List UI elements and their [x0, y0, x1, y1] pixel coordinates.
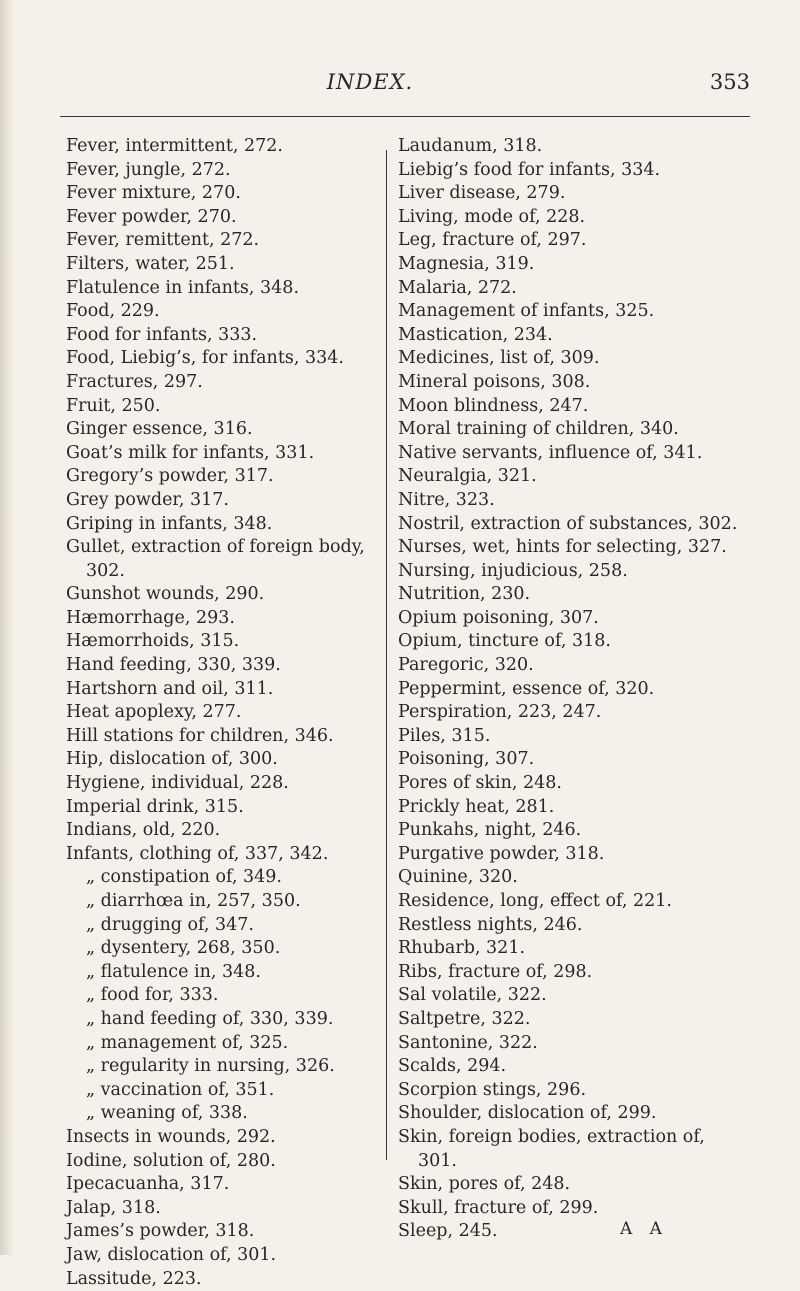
index-entry: James’s powder, 318.	[66, 1220, 376, 1244]
index-entry: Purgative powder, 318.	[398, 843, 748, 867]
index-entry: Fever, intermittent, 272.	[66, 135, 376, 159]
index-entry: Management of infants, 325.	[398, 300, 748, 324]
index-entry: Food for infants, 333.	[66, 324, 376, 348]
index-entry: Nitre, 323.	[398, 489, 748, 513]
index-subentry: „ food for, 333.	[66, 984, 376, 1008]
index-entry: Paregoric, 320.	[398, 654, 748, 678]
index-entry: Nurses, wet, hints for selecting, 327.	[398, 536, 748, 560]
index-subentry: „ drugging of, 347.	[66, 914, 376, 938]
index-entry: Shoulder, dislocation of, 299.	[398, 1102, 748, 1126]
index-entry: Skin, pores of, 248.	[398, 1173, 748, 1197]
index-entry: Hartshorn and oil, 311.	[66, 678, 376, 702]
index-entry: Ginger essence, 316.	[66, 418, 376, 442]
index-entry: Food, Liebig’s, for infants, 334.	[66, 347, 376, 371]
index-entry: Fever powder, 270.	[66, 206, 376, 230]
index-subentry: „ management of, 325.	[66, 1032, 376, 1056]
index-entry: Santonine, 322.	[398, 1032, 748, 1056]
index-entry: Scalds, 294.	[398, 1055, 748, 1079]
index-entry: Restless nights, 246.	[398, 914, 748, 938]
index-subentry: „ vaccination of, 351.	[66, 1079, 376, 1103]
index-entry: Perspiration, 223, 247.	[398, 701, 748, 725]
index-entry: Gullet, extraction of foreign body, 302.	[66, 536, 376, 583]
index-entry: Ipecacuanha, 317.	[66, 1173, 376, 1197]
index-entry: Piles, 315.	[398, 725, 748, 749]
index-entry: Leg, fracture of, 297.	[398, 229, 748, 253]
index-entry: Sal volatile, 322.	[398, 984, 748, 1008]
index-entry: Moon blindness, 247.	[398, 395, 748, 419]
index-entry: Griping in infants, 348.	[66, 513, 376, 537]
index-entry: Scorpion stings, 296.	[398, 1079, 748, 1103]
index-entry: Prickly heat, 281.	[398, 796, 748, 820]
index-entry: Jalap, 318.	[66, 1197, 376, 1221]
page-number: 353	[690, 70, 750, 94]
index-entry: Neuralgia, 321.	[398, 465, 748, 489]
index-entry: Gunshot wounds, 290.	[66, 583, 376, 607]
index-entry: Pores of skin, 248.	[398, 772, 748, 796]
index-entry: Heat apoplexy, 277.	[66, 701, 376, 725]
index-entry: Residence, long, effect of, 221.	[398, 890, 748, 914]
index-entry: Malaria, 272.	[398, 277, 748, 301]
index-entry: Ribs, fracture of, 298.	[398, 961, 748, 985]
index-entry: Hill stations for children, 346.	[66, 725, 376, 749]
index-entry: Living, mode of, 228.	[398, 206, 748, 230]
index-subentry: „ constipation of, 349.	[66, 866, 376, 890]
index-entry: Skull, fracture of, 299.	[398, 1197, 748, 1221]
index-entry: Food, 229.	[66, 300, 376, 324]
index-entry: Nostril, extraction of substances, 302.	[398, 513, 748, 537]
index-column-left	[66, 135, 376, 1291]
column-divider	[386, 150, 387, 1160]
page-edge-shadow	[0, 0, 14, 1255]
index-entry: Hand feeding, 330, 339.	[66, 654, 376, 678]
index-entry: Moral training of children, 340.	[398, 418, 748, 442]
index-entry: Nutrition, 230.	[398, 583, 748, 607]
index-entry: Flatulence in infants, 348.	[66, 277, 376, 301]
index-entry: Nursing, injudicious, 258.	[398, 560, 748, 584]
index-entry: Liebig’s food for infants, 334.	[398, 159, 748, 183]
index-entry: Hæmorrhage, 293.	[66, 607, 376, 631]
index-subentry: „ flatulence in, 348.	[66, 961, 376, 985]
index-entry: Medicines, list of, 309.	[398, 347, 748, 371]
index-entry: Quinine, 320.	[398, 866, 748, 890]
index-entry: Skin, foreign bodies, extraction of, 301.	[398, 1126, 748, 1173]
index-entry: Filters, water, 251.	[66, 253, 376, 277]
index-entry: Indians, old, 220.	[66, 819, 376, 843]
index-entry: Mineral poisons, 308.	[398, 371, 748, 395]
index-entry: Magnesia, 319.	[398, 253, 748, 277]
index-entry: Opium, tincture of, 318.	[398, 630, 748, 654]
index-entry: Fever, jungle, 272.	[66, 159, 376, 183]
index-subentry: „ diarrhœa in, 257, 350.	[66, 890, 376, 914]
index-column-right	[398, 135, 748, 1244]
index-entry: Native servants, influence of, 341.	[398, 442, 748, 466]
index-entry: Imperial drink, 315.	[66, 796, 376, 820]
header-rule	[60, 116, 750, 117]
index-entry: Mastication, 234.	[398, 324, 748, 348]
running-header-title: INDEX.	[300, 70, 440, 94]
index-entry: Opium poisoning, 307.	[398, 607, 748, 631]
index-entry: Lassitude, 223.	[66, 1268, 376, 1291]
index-entry: Hygiene, individual, 228.	[66, 772, 376, 796]
index-entry: Poisoning, 307.	[398, 748, 748, 772]
index-entry: Insects in wounds, 292.	[66, 1126, 376, 1150]
index-entry: Iodine, solution of, 280.	[66, 1150, 376, 1174]
index-entry: Goat’s milk for infants, 331.	[66, 442, 376, 466]
index-subentry: „ regularity in nursing, 326.	[66, 1055, 376, 1079]
index-entry: Fractures, 297.	[66, 371, 376, 395]
index-entry: Laudanum, 318.	[398, 135, 748, 159]
index-entry: Liver disease, 279.	[398, 182, 748, 206]
index-subentry: „ weaning of, 338.	[66, 1102, 376, 1126]
index-entry: Rhubarb, 321.	[398, 937, 748, 961]
index-entry: Hæmorrhoids, 315.	[66, 630, 376, 654]
index-entry: Hip, dislocation of, 300.	[66, 748, 376, 772]
index-entry: Infants, clothing of, 337, 342.	[66, 843, 376, 867]
index-entry: Fruit, 250.	[66, 395, 376, 419]
index-entry: Punkahs, night, 246.	[398, 819, 748, 843]
index-entry: Gregory’s powder, 317.	[66, 465, 376, 489]
index-entry: Fever, remittent, 272.	[66, 229, 376, 253]
index-entry: Peppermint, essence of, 320.	[398, 678, 748, 702]
index-entry: Saltpetre, 322.	[398, 1008, 748, 1032]
index-entry: Sleep, 245.	[398, 1220, 748, 1244]
index-entry: Fever mixture, 270.	[66, 182, 376, 206]
index-subentry: „ hand feeding of, 330, 339.	[66, 1008, 376, 1032]
index-entry: Jaw, dislocation of, 301.	[66, 1244, 376, 1268]
index-subentry: „ dysentery, 268, 350.	[66, 937, 376, 961]
index-entry: Grey powder, 317.	[66, 489, 376, 513]
signature-mark: A A	[620, 1219, 668, 1239]
